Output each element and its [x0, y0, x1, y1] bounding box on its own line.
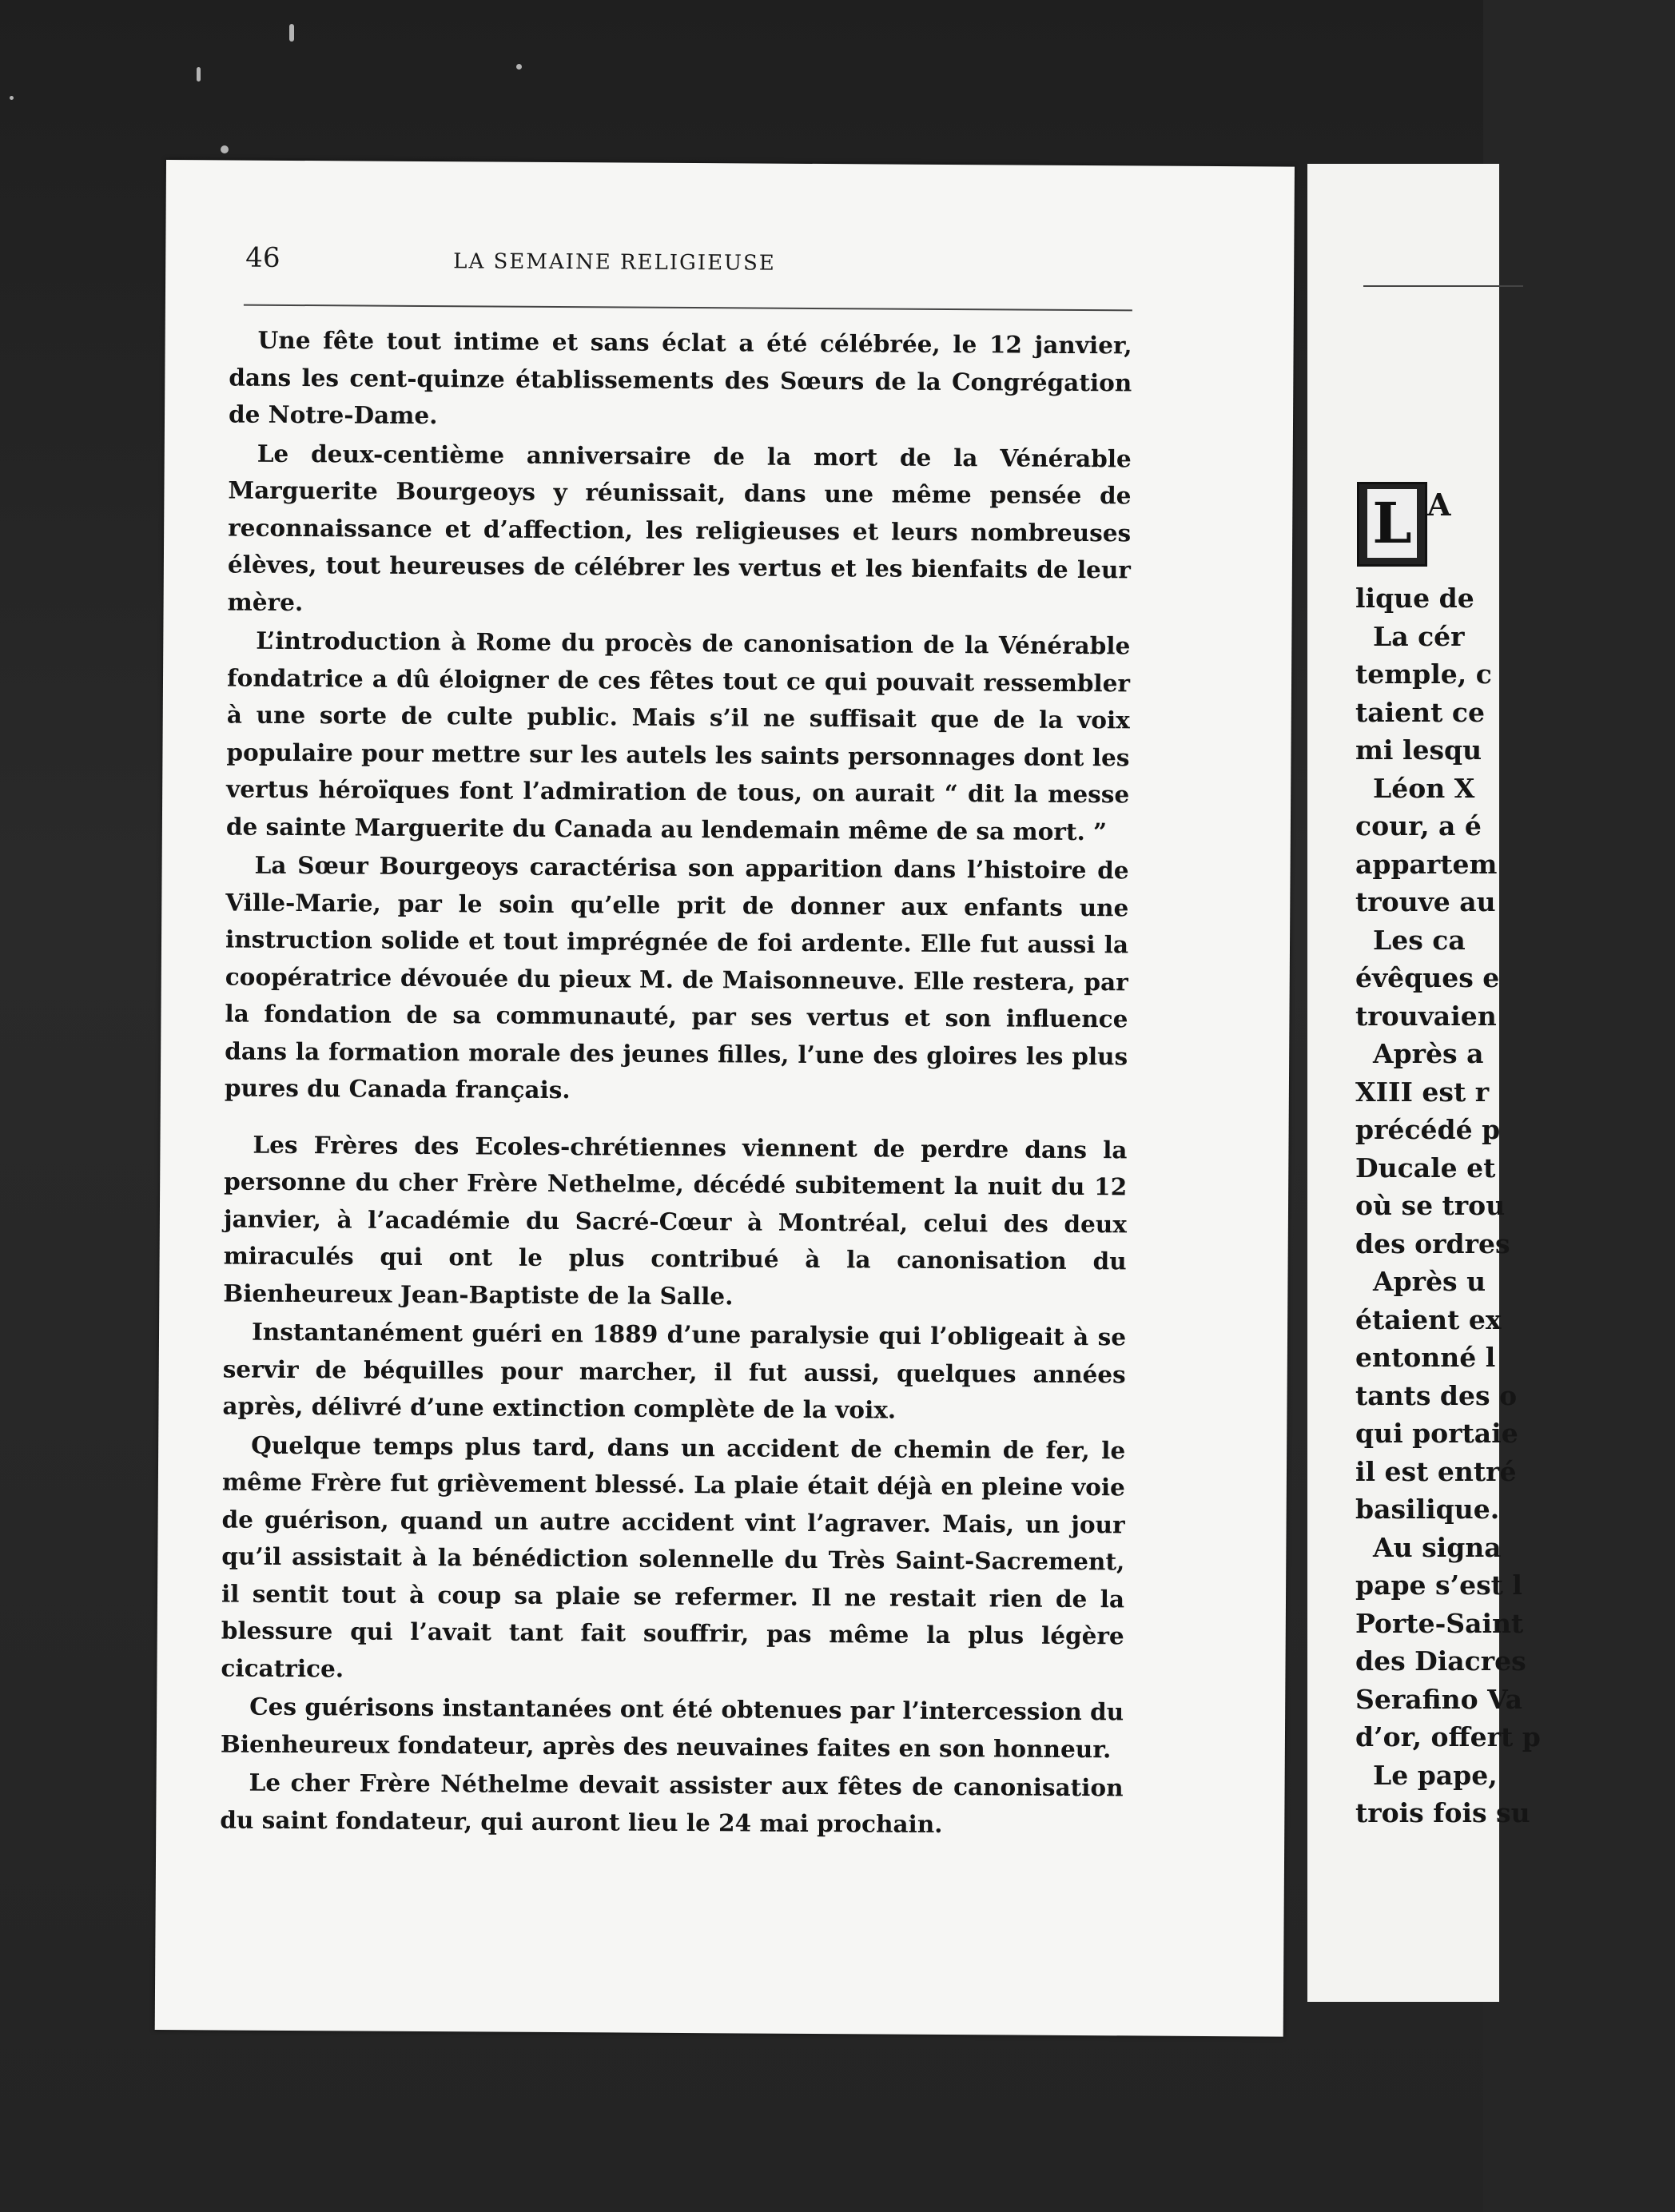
paragraph: La Sœur Bourgeoys caractérisa son apparition dans l’histoire de Ville-Marie, par le soin qu’elle prit de donner aux enfants une instruction solide et tout imprégnée de foi ardente. Elle fut aussi la coopératrice dévouée du pieux M. de Maisonneuve. Elle restera, par la fondation de sa communauté, par ses vertus et son influence dans la formation morale des jeunes filles, l’une des gloires les plus pures du Canada français. — [224, 850, 1129, 1104]
dust-speck — [221, 145, 229, 153]
ornamental-drop-cap — [1357, 482, 1427, 567]
text-line: Les ca — [1373, 924, 1466, 956]
header-divider — [244, 304, 1132, 312]
text-line: appartem — [1355, 848, 1498, 880]
text-line: basilique. — [1355, 1494, 1500, 1525]
text-line: pape s’est l — [1355, 1569, 1522, 1601]
text-line: trois fois su — [1355, 1797, 1530, 1828]
page-number: 46 — [245, 241, 280, 274]
text-line: évêques e — [1355, 962, 1500, 993]
text-line: il est entré — [1355, 1455, 1517, 1487]
text-line: Le pape, — [1373, 1759, 1498, 1791]
text-line: Ducale et — [1355, 1152, 1496, 1184]
text-line: La cér — [1373, 620, 1465, 652]
drop-cap-letter: L — [1367, 489, 1417, 558]
page-header — [245, 242, 1132, 288]
text-line: des ordres — [1355, 1227, 1510, 1259]
paragraph: Quelque temps plus tard, dans un accident de chemin de fer, le même Frère fut grièvement blessé. La plaie était déjà en pleine voie de guérison, quand un autre accident vint l’agraver. Mais, un jour qu’il assistait à la bénédiction solennelle du Très Saint-Sacrement, il sentit tout à coup sa plaie se refermer. Il ne restait rien de la blessure qui l’avait tant fait souffrir, pas même la plus légère cicatrice. — [221, 1430, 1126, 1682]
text-line: Après u — [1373, 1266, 1486, 1297]
paragraph: Une fête tout intime et sans éclat a été célébrée, le 12 janvier, dans les cent-quinze établissements des Sœurs de la Congrégation de Notre-Dame. — [228, 325, 1132, 430]
dust-speck — [289, 24, 294, 42]
text-line: cour, a é — [1355, 810, 1482, 841]
paragraph: Le deux-centième anniversaire de la mort de la Vénérable Marguerite Bourgeoys y réunissait, dans une même pensée de reconnaissance et d’affection, les religieuses et leurs nombreuses élèves, tout heureuses de célébrer les vertus et les bienfaits de leur mère. — [227, 439, 1132, 616]
text-line: Après a — [1373, 1038, 1484, 1069]
text-line: qui portaie — [1355, 1418, 1518, 1449]
book-page-left — [155, 160, 1295, 2037]
header-divider — [1363, 285, 1523, 287]
text-line: Léon X — [1373, 772, 1475, 804]
text-line: tants des o — [1355, 1379, 1518, 1411]
text-line: entonné l — [1355, 1342, 1496, 1373]
text-line: temple, c — [1355, 658, 1492, 690]
paragraph: Les Frères des Ecoles-chrétiennes viennent de perdre dans la personne du cher Frère Nethelme, décédé subitement la nuit du 12 janvier, à l’académie du Sacré-Cœur à Montréal, celui des deux miraculés qui ont le plus contribué à la canonisation du Bienheureux Jean-Baptiste de la Salle. — [223, 1130, 1128, 1310]
article-body — [220, 321, 1132, 1845]
dust-speck — [197, 67, 201, 82]
paragraph: Ces guérisons instantanées ont été obtenues par l’intercession du Bienheureux fondateur, après des neuvaines faites en son honneur. — [220, 1692, 1124, 1763]
paragraph: L’introduction à Rome du procès de canonisation de la Vénérable fondatrice a dû éloigner de ces fêtes tout ce qui pouvait ressembler à une sorte de culte public. Mais s’il ne suffisait que de la voix populaire pour mettre sur les autels les saints personnages dont les vertus héroïques font l’admiration de tous, on aurait “ dit la messe de sainte Marguerite du Canada au lendemain même de sa mort. ” — [225, 626, 1131, 845]
paragraph: Le cher Frère Néthelme devait assister aux fêtes de canonisation du saint fondateur, qui auront lieu le 24 mai prochain. — [220, 1768, 1124, 1838]
text-line: précédé p — [1355, 1114, 1501, 1145]
text-line: XIII est r — [1355, 1076, 1490, 1108]
text-line: Serafino Va — [1355, 1683, 1523, 1715]
text-line: lique de — [1355, 583, 1474, 614]
paragraph: Instantanément guéri en 1889 d’une paralysie qui l’obligeait à se servir de béquilles pour marcher, il fut aussi, quelques années après, délivré d’une extinction complète de la voix. — [222, 1317, 1127, 1424]
text-line: mi lesqu — [1355, 734, 1482, 766]
text-line: où se trou — [1355, 1190, 1506, 1221]
book-page-right — [1307, 164, 1541, 2002]
dust-speck — [10, 96, 14, 100]
running-title: LA SEMAINE RELIGIEUSE — [453, 249, 776, 276]
text-line: étaient ex — [1355, 1303, 1502, 1335]
text-line: Porte-Saint — [1355, 1607, 1524, 1639]
text-line: trouve au — [1355, 886, 1496, 917]
dust-speck — [516, 64, 522, 70]
text-line: trouvaien — [1355, 1000, 1497, 1032]
text-line: Au signa — [1373, 1531, 1502, 1563]
text-line: d’or, offert p — [1355, 1721, 1541, 1752]
text-line: taient ce — [1355, 696, 1485, 728]
right-page-text — [1355, 579, 1675, 1832]
drop-cap-following-text: A — [1427, 487, 1451, 523]
text-line: des Diacres — [1355, 1645, 1526, 1677]
